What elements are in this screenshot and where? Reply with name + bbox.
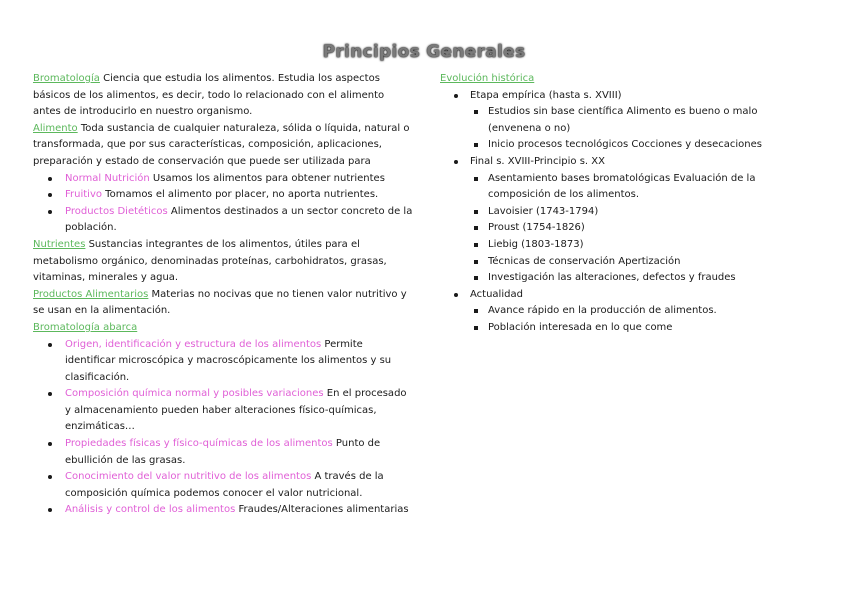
list-item: Propiedades físicas y físico-químicas de los alimentos Punto de ebullición de las grasas. [33,436,413,469]
list-item: Lavoisier (1743-1794) [440,204,780,221]
left-column [33,71,413,519]
definition-nutrientes: Nutrientes Sustancias integrantes de los alimentos, útiles para el metabolismo orgánico, denominadas proteínas, carbohidratos, grasas, vitaminas, minerales y agua. [33,238,387,284]
list-item: Asentamiento bases bromatológicas Evaluación de la composición de los alimentos. [440,171,780,204]
definition-productos: Productos Alimentarios Materias no nocivas que no tienen valor nutritivo y se usan en la alimentación. [33,288,407,317]
list-item: Fruitivo Tomamos el alimento por placer, no aporta nutrientes. [33,187,413,204]
alimento-list [33,171,413,237]
term-alimento: Alimento [33,122,78,134]
term-productos: Productos Alimentarios [33,288,149,300]
list-item: Normal Nutrición Usamos los alimentos para obtener nutrientes [33,171,413,188]
list-item: Final s. XVIII-Principio s. XX Asentamiento bases bromatológicas Evaluación de la composición de los alimentos. Lavoisier (1743-1794) Proust (1754-1826) Liebig (1803-1873) Técnicas de conservación Apertización Investigación las alteraciones, defectos y fraudes [440,154,780,287]
list-item: Composición química normal y posibles variaciones En el procesado y almacenamiento pueden haber alteraciones físico-químicas, enzimáticas… [33,386,413,436]
definition-bromatologia: Bromatología Ciencia que estudia los alimentos. Estudia los aspectos básicos de los alimentos, es decir, todo lo relacionado con el alimento antes de introducirlo en nuestro organismo. [33,73,385,118]
heading-abarca: Bromatología abarca [33,321,138,333]
right-column [440,71,780,337]
list-item: Actualidad Avance rápido en la producción de alimentos. Población interesada en lo que come [440,287,780,337]
definition-alimento: Alimento Toda sustancia de cualquier naturaleza, sólida o líquida, natural o transformada, que por sus características, composición, aplicaciones, preparación y estado de conservación que puede ser utilizada para [33,122,410,167]
list-item: Análisis y control de los alimentos Fraudes/Alteraciones alimentarias [33,502,413,519]
list-item: Estudios sin base científica Alimento es bueno o malo (envenena o no) [440,104,780,137]
heading-evolucion: Evolución histórica [440,73,535,84]
list-item: Productos Dietéticos Alimentos destinados a un sector concreto de la población. [33,204,413,237]
evolucion-list [440,88,780,337]
abarca-list [33,337,413,520]
page-title: Principios Generales [322,42,526,62]
list-item: Inicio procesos tecnológicos Cocciones y desecaciones [440,137,780,154]
list-item: Investigación las alteraciones, defectos y fraudes [440,270,780,287]
term-nutrientes: Nutrientes [33,238,86,250]
list-item: Etapa empírica (hasta s. XVIII) Estudios sin base científica Alimento es bueno o malo (envenena o no) Inicio procesos tecnológicos Cocciones y desecaciones [440,88,780,154]
list-item: Técnicas de conservación Apertización [440,254,780,271]
list-item: Avance rápido en la producción de alimentos. [440,303,780,320]
list-item: Liebig (1803-1873) [440,237,780,254]
list-item: Conocimiento del valor nutritivo de los alimentos A través de la composición química podemos conocer el valor nutricional. [33,469,413,502]
list-item: Población interesada en lo que come [440,320,780,337]
list-item: Origen, identificación y estructura de los alimentos Permite identificar microscópica y macroscópicamente los alimentos y su clasificación. [33,337,413,387]
list-item: Proust (1754-1826) [440,220,780,237]
term-bromatologia: Bromatología [33,73,100,84]
